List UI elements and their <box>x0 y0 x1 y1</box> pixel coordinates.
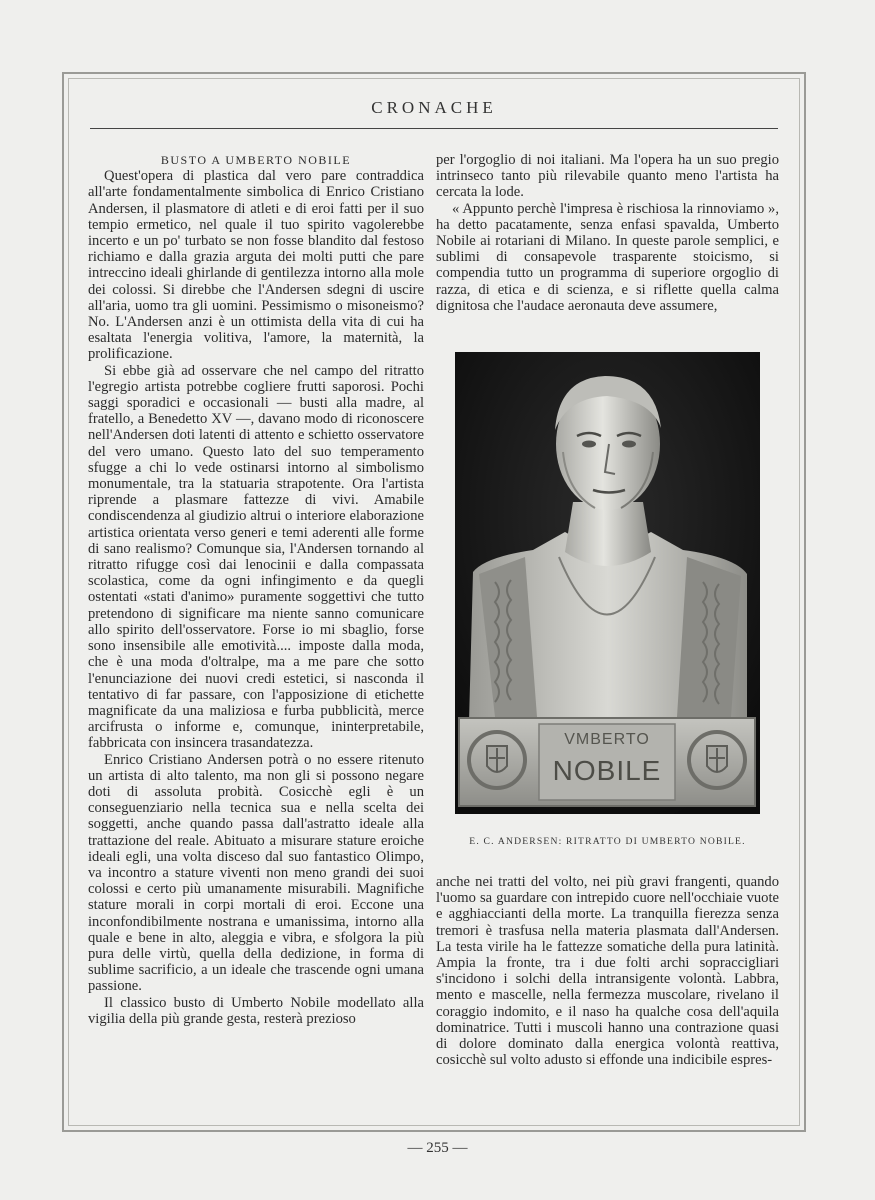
right-column-bottom <box>436 874 779 1068</box>
running-head: CRONACHE <box>371 98 497 117</box>
bust-photograph <box>455 352 760 814</box>
paragraph: Si ebbe già ad osservare che nel campo del ritratto l'egregio artista potrebbe cogliere frutti saporosi. Pochi saggi sporadici e occasionali — busti alla madre, al fratello, a Benedetto XV —, davano modo di riconoscere nell'Andersen doti latenti di attento e schietto osservatore del vero umano. Questo lato del suo temperamento sfugge a chi lo vede ostinarsi intorno al simbolismo monumentale, tra la statuaria strapotente. Ora l'artista riprende a plasmare fattezze di vivi. Amabile condiscendenza al giudizio altrui o interiore elaborazione artistica orientata verso generi e temi aderenti alle forme di sano realismo? Comunque sia, l'Andersen tornando al ritratto rifugge così dai lenocinii e dalla compassata scolastica, come da ogni infingimento e da quegli ostentati «stati d'animo» puramente soggettivi che tutto pretendono di significare ma niente sanno comunicare allo spirito dell'osservatore. Forse io mi sbaglio, forse sono insensibile alle emotività.... imposte dalla moda, che è una moda d'oltralpe, ma a me pare che sotto l'enunciazione dei nuovi credi estetici, si nasconda il tentativo di far passare, con l'apposizione di etichette magnificate da una maliziosa e furba pubblicità, merce arcifrusta o informe e, comunque, ininterpretabile, fabbricata con insincera trasandatezza. <box>88 362 424 752</box>
left-column <box>88 152 424 1027</box>
right-column-top <box>436 152 779 314</box>
paragraph: anche nei tratti del volto, nei più gravi frangenti, quando l'uomo sa guardare con intrepido cuore nell'occhiaie vuote e agghiaccianti della morte. La tranquilla fierezza senza tremori è trasfusa nella materia plasmata dall'Andersen. La testa virile ha le fattezze somatiche della pura latinità. Ampia la fronte, tra i due folti archi sopraccigliari s'incidono i solchi della intransigente volontà. Labbra, mento e mascelle, nella fermezza muscolare, rivelano il coraggio indomito, e il naso ha qualche cosa dell'aquila dominatrice. Tutti i muscoli hanno una contrazione quasi di dolore dominato dalla energica volontà reattiva, cosicchè sul volto adusto si effonde una indicibile espres- <box>436 874 779 1069</box>
bust-illustration <box>455 352 760 814</box>
page-number: — 255 — <box>407 1140 468 1156</box>
photo-caption: E. C. ANDERSEN: RITRATTO DI UMBERTO NOBILE. <box>469 836 746 847</box>
plinth-inscription-line2: NOBILE <box>552 755 662 786</box>
paragraph: « Appunto perchè l'impresa è rischiosa la rinnoviamo », ha detto pacatamente, senza enfasi spavalda, Umberto Nobile ai rotariani di Milano. In queste parole semplici, e sublimi di consapevole trasparente stoicismo, si compendia tutto un programma di superiore orgoglio di razza, di etica e di scienza, e si riflette quella calma dignitosa che l'audace aeronauta deve assumere, <box>436 200 779 314</box>
article-title: BUSTO A UMBERTO NOBILE <box>160 153 352 167</box>
paragraph: per l'orgoglio di noi italiani. Ma l'opera ha un suo pregio intrinseco tanto più rilevabile quanto meno l'artista ha cercata la lode. <box>436 152 779 201</box>
paragraph: Quest'opera di plastica dal vero pare contraddica all'arte fondamentalmente simbolica di Enrico Cristiano Andersen, il plasmatore di atleti e di eroi fatti per il suo tempio ermetico, nel quale il tuo spirito vagolerebbe incerto e un po' turbato se non fosse blandito dal festoso richiamo e dalla grazia arguta dei molti putti che pare intreccino ideali ghirlande di gentilezza intorno alla mole dei colossi. Si direbbe che l'Andersen sdegni di uscire all'aria, uomo tra gli uomini. Pessimismo o misoneismo? No. L'Andersen anzi è un ottimista della vita di cui ha esaltata l'energia volitiva, l'amore, la maternità, la prolificazione. <box>88 168 424 363</box>
header-rule <box>90 128 778 129</box>
paragraph: Il classico busto di Umberto Nobile modellato alla vigilia della più grande gesta, resterà prezioso <box>88 994 424 1027</box>
plinth-inscription-line1: VMBERTO <box>564 731 650 748</box>
paragraph: Enrico Cristiano Andersen potrà o no essere ritenuto un artista di alto talento, ma non gli si possono negare doti di assoluta probità. Cosicchè egli è un conseguenziario nella tecnica sua e nella scelta dei soggetti, anche quando passa dall'astratto ideale alla trattazione del reale. Abituato a misurare stature eroiche ideali egli, una volta disceso dal suo fantastico Olimpo, va incontro a stature viventi non meno grandi dei suoi colossi e certo più umanamente misurabili. Magnifiche stature morali in corpi mortali di eroi. Eccone una inconfondibilmente nostrana e umanissima, intorno alla quale e bene in alto, aleggia e vibra, e sfolgora la più pura delle virtù, quella della dedizione, in forma di sublime sacrificio, a un ideale che trascende ogni umana passione. <box>88 751 424 995</box>
